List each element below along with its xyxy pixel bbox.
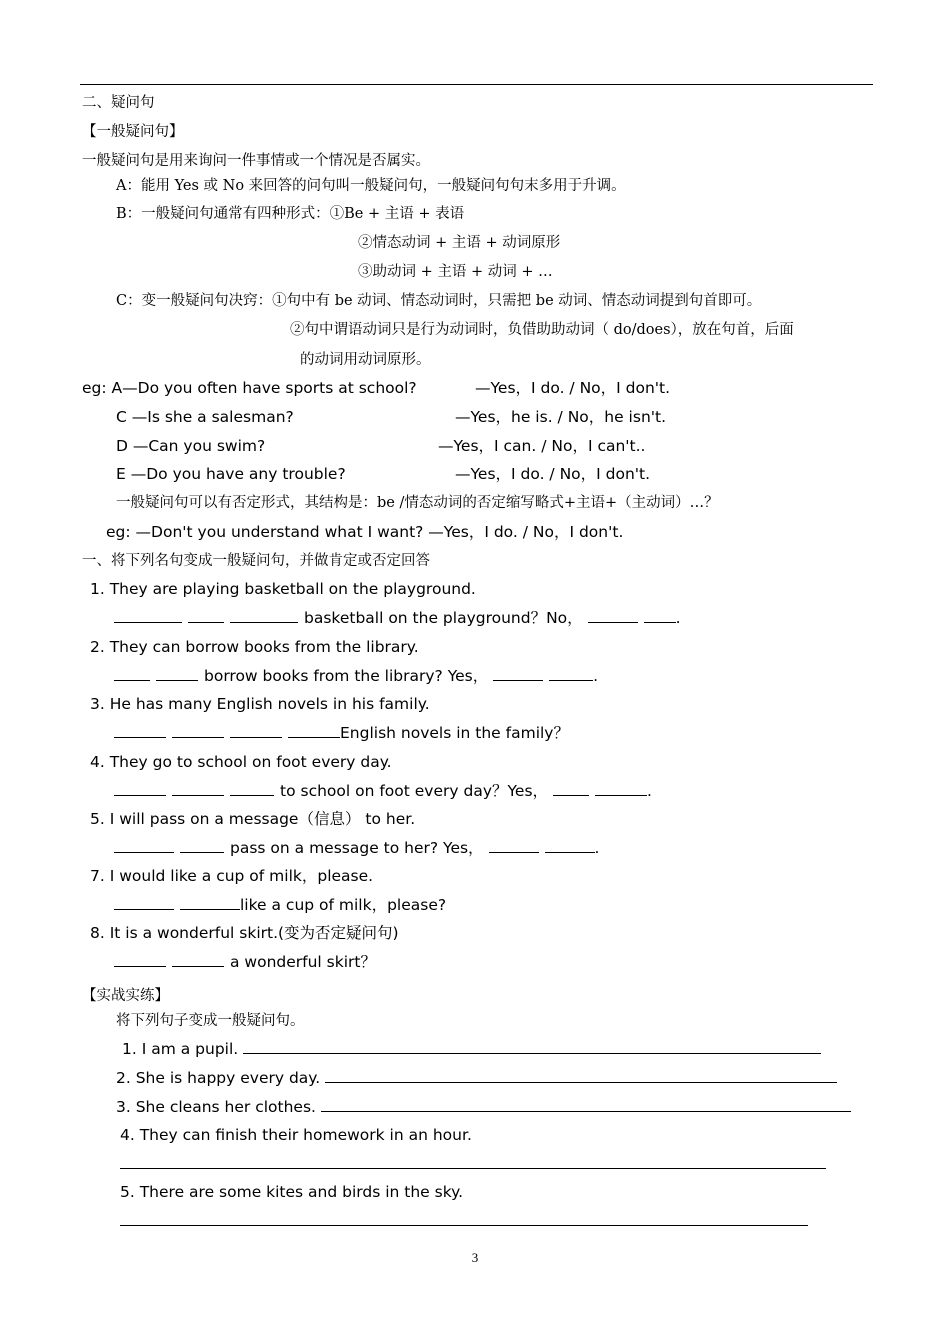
answer-blank[interactable] bbox=[288, 722, 340, 738]
example-question: D —Can you swim? bbox=[116, 437, 266, 455]
answer-blank[interactable] bbox=[156, 665, 198, 681]
answer-text: English novels in the family？ bbox=[340, 724, 569, 742]
answer-blank[interactable] bbox=[705, 1038, 821, 1054]
answer-blank[interactable] bbox=[188, 607, 224, 623]
example-answer: —Yes，he is. / No，he isn't. bbox=[455, 408, 667, 426]
example-question: C —Is she a salesman? bbox=[116, 408, 294, 426]
answer-text: borrow books from the library? Yes， bbox=[204, 667, 489, 685]
practice-item bbox=[116, 1096, 851, 1118]
exercise-sentence: 2. They can borrow books from the library. bbox=[90, 638, 419, 656]
exercise-answer-line bbox=[114, 722, 569, 744]
answer-blank[interactable] bbox=[172, 722, 224, 738]
answer-period: . bbox=[593, 667, 599, 685]
answer-blank[interactable] bbox=[651, 1096, 851, 1112]
answer-blank[interactable] bbox=[114, 722, 166, 738]
exercise-answer-line bbox=[114, 951, 376, 973]
answer-blank[interactable] bbox=[321, 1096, 541, 1112]
exercise-sentence: 4. They go to school on foot every day. bbox=[90, 753, 392, 771]
practice-sentence: 1. I am a pupil. bbox=[122, 1040, 239, 1058]
practice-sentence: 5. There are some kites and birds in the sky. bbox=[120, 1183, 464, 1201]
answer-blank[interactable] bbox=[493, 665, 543, 681]
example-question: E —Do you have any trouble? bbox=[116, 465, 346, 483]
exercise-sentence: 5. I will pass on a message（信息） to her. bbox=[90, 810, 416, 828]
answer-blank[interactable] bbox=[243, 1038, 549, 1054]
answer-blank[interactable] bbox=[549, 665, 593, 681]
answer-blank[interactable] bbox=[172, 951, 224, 967]
answer-blank[interactable] bbox=[114, 894, 174, 910]
practice-answer-line bbox=[120, 1210, 808, 1232]
answer-text: pass on a message to her? Yes， bbox=[230, 839, 484, 857]
answer-period: . bbox=[675, 609, 681, 627]
answer-blank[interactable] bbox=[567, 1067, 659, 1083]
rule-b3: ③助动词 + 主语 + 动词 + … bbox=[358, 264, 553, 280]
answer-blank[interactable] bbox=[541, 1096, 651, 1112]
rule-c2: ②句中谓语动词只是行为动词时，负借助助动词（ do/does），放在句首，后面 bbox=[290, 322, 794, 338]
answer-blank[interactable] bbox=[325, 1067, 567, 1083]
practice-sentence: 4. They can finish their homework in an hour. bbox=[120, 1126, 472, 1144]
answer-blank[interactable] bbox=[114, 607, 182, 623]
practice-instruction: 将下列句子变成一般疑问句。 bbox=[116, 1013, 305, 1029]
answer-blank[interactable] bbox=[230, 780, 274, 796]
answer-blank[interactable] bbox=[545, 837, 595, 853]
answer-blank[interactable] bbox=[644, 607, 676, 623]
answer-blank[interactable] bbox=[464, 1210, 682, 1226]
top-rule bbox=[80, 84, 873, 85]
answer-blank[interactable] bbox=[120, 1210, 372, 1226]
answer-text: to school on foot every day？Yes， bbox=[280, 782, 549, 800]
answer-blank[interactable] bbox=[114, 951, 166, 967]
answer-blank[interactable] bbox=[372, 1210, 422, 1226]
answer-blank[interactable] bbox=[160, 1153, 480, 1169]
practice-sentence: 2. She is happy every day. bbox=[116, 1069, 321, 1087]
practice-title: 【实战实练】 bbox=[82, 988, 169, 1004]
example-answer: —Yes，I can. / No，I can't.. bbox=[438, 437, 646, 455]
answer-blank[interactable] bbox=[553, 780, 589, 796]
page-number: 3 bbox=[471, 1250, 479, 1265]
practice-item bbox=[122, 1038, 821, 1060]
exercise-sentence: 7. I would like a cup of milk，please. bbox=[90, 867, 374, 885]
answer-blank[interactable] bbox=[659, 1067, 837, 1083]
practice-answer-line bbox=[120, 1153, 826, 1175]
practice-sentence: 3. She cleans her clothes. bbox=[116, 1098, 316, 1116]
exercise-answer-line bbox=[114, 837, 599, 859]
rule-b2: ②情态动词 + 主语 + 动词原形 bbox=[358, 235, 561, 251]
negative-form-text: 一般疑问句可以有否定形式，其结构是：be /情态动词的否定缩写略式+主语+（主动词）…？ bbox=[116, 495, 719, 511]
answer-text: like a cup of milk，please? bbox=[240, 896, 447, 914]
exercise-sentence: 3. He has many English novels in his family. bbox=[90, 695, 430, 713]
answer-blank[interactable] bbox=[114, 665, 150, 681]
exercise-answer-line bbox=[114, 780, 652, 802]
rule-c3: 的动词用动词原形。 bbox=[300, 352, 431, 368]
answer-blank[interactable] bbox=[588, 607, 638, 623]
subheading: 【一般疑问句】 bbox=[82, 124, 184, 140]
answer-blank[interactable] bbox=[422, 1210, 464, 1226]
answer-blank[interactable] bbox=[172, 780, 224, 796]
example-question: eg: A—Do you often have sports at school? bbox=[82, 379, 417, 397]
answer-blank[interactable] bbox=[489, 837, 539, 853]
answer-period: . bbox=[646, 782, 652, 800]
intro-text: 一般疑问句是用来询问一件事情或一个情况是否属实。 bbox=[82, 153, 430, 169]
negative-example: eg: —Don't you understand what I want? —Yes，I do. / No，I don't. bbox=[106, 523, 624, 541]
answer-blank[interactable] bbox=[480, 1153, 826, 1169]
exercise-answer-line bbox=[114, 665, 598, 687]
answer-blank[interactable] bbox=[180, 894, 240, 910]
answer-blank[interactable] bbox=[114, 780, 166, 796]
answer-text: basketball on the playground？No， bbox=[304, 609, 583, 627]
answer-blank[interactable] bbox=[230, 722, 282, 738]
answer-text: a wonderful skirt？ bbox=[230, 953, 376, 971]
exercise-one-title: 一、将下列名句变成一般疑问句，并做肯定或否定回答 bbox=[82, 553, 430, 569]
exercise-sentence: 8. It is a wonderful skirt.(变为否定疑问句) bbox=[90, 924, 399, 942]
exercise-answer-line bbox=[114, 894, 446, 916]
rule-b: B：一般疑问句通常有四种形式：①Be + 主语 + 表语 bbox=[116, 206, 465, 222]
example-answer: —Yes，I do. / No，I don't. bbox=[455, 465, 651, 483]
answer-blank[interactable] bbox=[120, 1153, 160, 1169]
answer-blank[interactable] bbox=[230, 607, 298, 623]
answer-blank[interactable] bbox=[180, 837, 224, 853]
example-answer: —Yes，I do. / No，I don't. bbox=[475, 379, 671, 397]
answer-blank[interactable] bbox=[595, 780, 647, 796]
answer-blank[interactable] bbox=[549, 1038, 705, 1054]
answer-blank[interactable] bbox=[114, 837, 174, 853]
practice-item bbox=[116, 1067, 837, 1089]
exercise-sentence: 1. They are playing basketball on the playground. bbox=[90, 580, 476, 598]
answer-period: . bbox=[594, 839, 600, 857]
rule-a: A：能用 Yes 或 No 来回答的问句叫一般疑问句，一般疑问句句末多用于升调。 bbox=[116, 178, 626, 194]
exercise-answer-line bbox=[114, 607, 681, 629]
section-title: 二、疑问句 bbox=[82, 95, 155, 111]
rule-c1: C：变一般疑问句决窍：①句中有 be 动词、情态动词时，只需把 be 动词、情态动词提到句首即可。 bbox=[116, 293, 762, 309]
answer-blank[interactable] bbox=[682, 1210, 808, 1226]
